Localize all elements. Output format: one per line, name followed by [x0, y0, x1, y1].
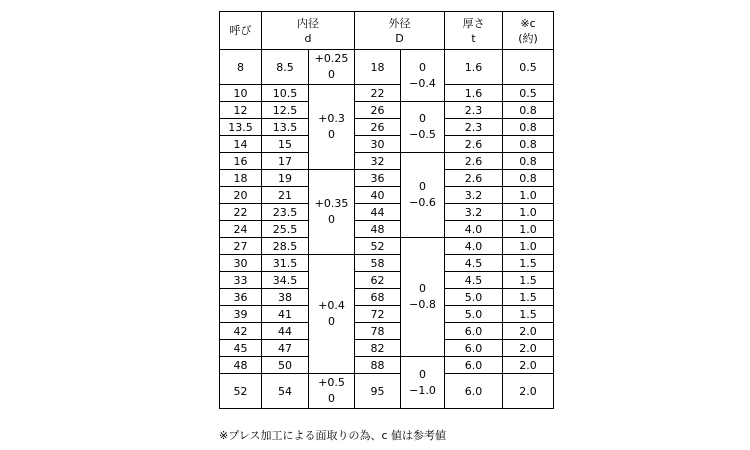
cell-thickness: 6.0 [445, 374, 503, 409]
table-row [220, 221, 554, 238]
cell-chamfer: 1.5 [503, 272, 554, 289]
outer-tolerance-lower: −0.5 [409, 128, 436, 141]
header-inner-title: 内径 [297, 16, 319, 30]
outer-tolerance [401, 50, 445, 102]
cell-inner-diameter: 19 [262, 170, 309, 187]
cell-inner-diameter: 47 [262, 340, 309, 357]
cell-inner-diameter: 44 [262, 323, 309, 340]
table-row [220, 102, 554, 119]
cell-inner-diameter: 50 [262, 357, 309, 374]
header-thickness-symbol: t [471, 31, 476, 45]
cell-outer-diameter: 22 [355, 85, 401, 102]
cell-nominal: 24 [220, 221, 262, 238]
header-outer-title: 外径 [388, 16, 411, 30]
inner-tolerance-upper: +0.25 [314, 52, 349, 65]
cell-chamfer: 0.8 [503, 170, 554, 187]
cell-thickness: 4.0 [445, 221, 503, 238]
outer-tolerance [401, 357, 445, 409]
outer-tolerance-upper: 0 [419, 60, 426, 74]
outer-tolerance-upper: 0 [419, 112, 426, 125]
cell-inner-diameter: 10.5 [262, 85, 309, 102]
cell-outer-diameter: 62 [355, 272, 401, 289]
inner-tolerance [309, 170, 355, 255]
cell-nominal: 27 [220, 238, 262, 255]
outer-tolerance-lower: −1.0 [409, 383, 436, 397]
cell-nominal: 36 [220, 289, 262, 306]
table-row [220, 170, 554, 187]
cell-outer-diameter: 44 [355, 204, 401, 221]
table-row [220, 357, 554, 374]
cell-thickness: 2.6 [445, 170, 503, 187]
cell-chamfer: 1.0 [503, 238, 554, 255]
outer-tolerance-upper: 0 [419, 282, 426, 295]
table-row [220, 272, 554, 289]
cell-thickness: 2.6 [445, 153, 503, 170]
cell-inner-diameter: 21 [262, 187, 309, 204]
inner-tolerance [309, 50, 355, 85]
cell-chamfer: 0.8 [503, 102, 554, 119]
cell-nominal: 42 [220, 323, 262, 340]
table-row [220, 255, 554, 272]
header-chamfer [503, 12, 554, 50]
cell-inner-diameter: 23.5 [262, 204, 309, 221]
cell-nominal: 13.5 [220, 119, 262, 136]
cell-outer-diameter: 26 [355, 119, 401, 136]
cell-chamfer: 0.8 [503, 136, 554, 153]
cell-nominal: 18 [220, 170, 262, 187]
outer-tolerance [401, 102, 445, 153]
inner-tolerance [309, 374, 355, 409]
cell-nominal: 20 [220, 187, 262, 204]
cell-nominal: 12 [220, 102, 262, 119]
outer-tolerance [401, 153, 445, 238]
cell-inner-diameter: 38 [262, 289, 309, 306]
cell-inner-diameter: 12.5 [262, 102, 309, 119]
cell-thickness: 2.6 [445, 136, 503, 153]
table-row [220, 323, 554, 340]
outer-tolerance-lower: −0.6 [409, 196, 436, 209]
inner-tolerance-lower: 0 [328, 128, 335, 141]
cell-thickness: 5.0 [445, 289, 503, 306]
inner-tolerance-upper: +0.35 [314, 197, 349, 210]
table-row [220, 204, 554, 221]
cell-inner-diameter: 31.5 [262, 255, 309, 272]
header-nominal: 呼び [220, 12, 262, 50]
cell-inner-diameter: 28.5 [262, 238, 309, 255]
cell-outer-diameter: 32 [355, 153, 401, 170]
cell-outer-diameter: 48 [355, 221, 401, 238]
cell-nominal: 8 [220, 50, 262, 85]
cell-thickness: 4.5 [445, 272, 503, 289]
cell-nominal: 22 [220, 204, 262, 221]
header-inner-symbol: d [304, 31, 312, 45]
cell-inner-diameter: 13.5 [262, 119, 309, 136]
cell-thickness: 1.6 [445, 50, 503, 85]
washer-dimension-table [219, 11, 554, 409]
cell-thickness: 2.3 [445, 119, 503, 136]
inner-tolerance-lower: 0 [328, 213, 335, 226]
outer-tolerance-upper: 0 [419, 367, 426, 381]
inner-tolerance [309, 255, 355, 374]
cell-outer-diameter: 26 [355, 102, 401, 119]
cell-thickness: 6.0 [445, 357, 503, 374]
inner-tolerance-upper: +0.3 [318, 112, 345, 125]
inner-tolerance-lower: 0 [328, 68, 335, 81]
cell-outer-diameter: 82 [355, 340, 401, 357]
inner-tolerance-upper: +0.4 [318, 299, 345, 312]
cell-outer-diameter: 52 [355, 238, 401, 255]
cell-chamfer: 0.8 [503, 153, 554, 170]
cell-chamfer: 1.5 [503, 306, 554, 323]
cell-chamfer: 1.0 [503, 204, 554, 221]
header-thickness [445, 12, 503, 50]
table-row [220, 50, 554, 85]
header-chamfer-sub: (約) [518, 31, 538, 45]
cell-chamfer: 2.0 [503, 340, 554, 357]
cell-chamfer: 1.5 [503, 255, 554, 272]
cell-thickness: 2.3 [445, 102, 503, 119]
table-row [220, 374, 554, 409]
cell-inner-diameter: 15 [262, 136, 309, 153]
inner-tolerance [309, 85, 355, 170]
cell-thickness: 4.0 [445, 238, 503, 255]
cell-nominal: 39 [220, 306, 262, 323]
inner-tolerance-upper: +0.5 [318, 376, 345, 389]
cell-outer-diameter: 95 [355, 374, 401, 409]
cell-nominal: 45 [220, 340, 262, 357]
cell-inner-diameter: 8.5 [262, 50, 309, 85]
cell-chamfer: 0.5 [503, 85, 554, 102]
cell-nominal: 16 [220, 153, 262, 170]
cell-inner-diameter: 25.5 [262, 221, 309, 238]
cell-chamfer: 2.0 [503, 374, 554, 409]
cell-chamfer: 1.5 [503, 289, 554, 306]
cell-inner-diameter: 41 [262, 306, 309, 323]
cell-chamfer: 1.0 [503, 187, 554, 204]
cell-thickness: 6.0 [445, 340, 503, 357]
cell-outer-diameter: 58 [355, 255, 401, 272]
cell-thickness: 5.0 [445, 306, 503, 323]
cell-outer-diameter: 30 [355, 136, 401, 153]
outer-tolerance-lower: −0.4 [409, 76, 436, 90]
header-outer-diameter [355, 12, 445, 50]
table-row [220, 85, 554, 102]
cell-nominal: 30 [220, 255, 262, 272]
cell-thickness: 3.2 [445, 187, 503, 204]
cell-thickness: 3.2 [445, 204, 503, 221]
cell-nominal: 10 [220, 85, 262, 102]
inner-tolerance-lower: 0 [328, 392, 335, 405]
cell-chamfer: 0.5 [503, 50, 554, 85]
footnote: ※プレス加工による面取りの為、c 値は参考値 [219, 429, 446, 442]
outer-tolerance-upper: 0 [419, 180, 426, 193]
header-outer-symbol: D [395, 31, 404, 45]
table-row [220, 289, 554, 306]
table-row [220, 136, 554, 153]
header-row [220, 12, 554, 50]
cell-chamfer: 2.0 [503, 323, 554, 340]
inner-tolerance-lower: 0 [328, 315, 335, 328]
table-row [220, 340, 554, 357]
table-row [220, 306, 554, 323]
cell-thickness: 1.6 [445, 85, 503, 102]
cell-nominal: 48 [220, 357, 262, 374]
cell-outer-diameter: 72 [355, 306, 401, 323]
table-row [220, 119, 554, 136]
cell-thickness: 6.0 [445, 323, 503, 340]
table-row [220, 187, 554, 204]
cell-nominal: 33 [220, 272, 262, 289]
cell-outer-diameter: 68 [355, 289, 401, 306]
cell-outer-diameter: 40 [355, 187, 401, 204]
cell-thickness: 4.5 [445, 255, 503, 272]
header-inner-diameter [262, 12, 355, 50]
table-row [220, 238, 554, 255]
cell-nominal: 14 [220, 136, 262, 153]
cell-inner-diameter: 54 [262, 374, 309, 409]
cell-outer-diameter: 18 [355, 50, 401, 85]
cell-chamfer: 2.0 [503, 357, 554, 374]
outer-tolerance [401, 238, 445, 357]
cell-outer-diameter: 88 [355, 357, 401, 374]
header-chamfer-title: ※c [520, 16, 536, 30]
outer-tolerance-lower: −0.8 [409, 298, 436, 311]
cell-outer-diameter: 36 [355, 170, 401, 187]
cell-outer-diameter: 78 [355, 323, 401, 340]
cell-nominal: 52 [220, 374, 262, 409]
cell-chamfer: 0.8 [503, 119, 554, 136]
cell-inner-diameter: 34.5 [262, 272, 309, 289]
header-thickness-title: 厚さ [462, 16, 485, 30]
cell-inner-diameter: 17 [262, 153, 309, 170]
cell-chamfer: 1.0 [503, 221, 554, 238]
table-row [220, 153, 554, 170]
